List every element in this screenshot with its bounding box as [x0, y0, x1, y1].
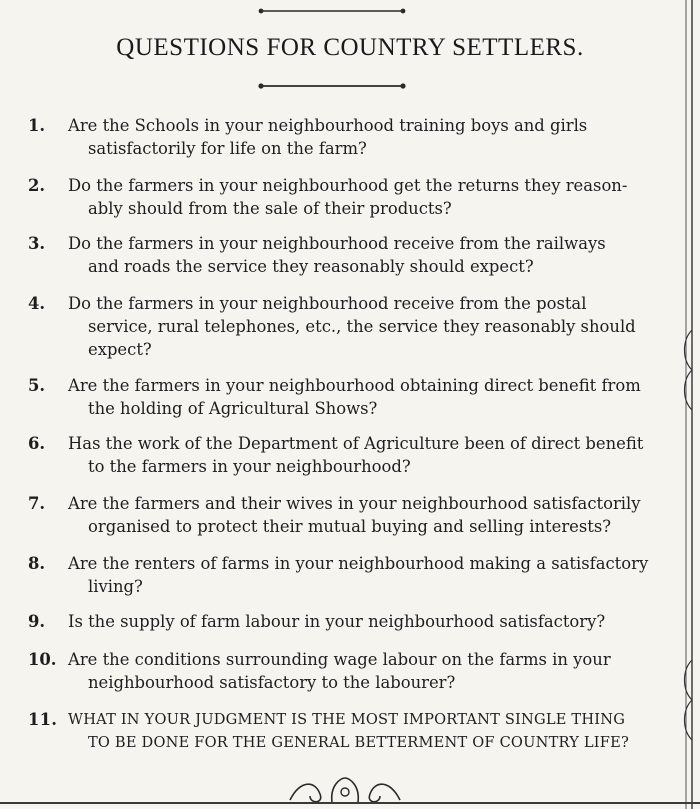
question-line: TO BE DONE FOR THE GENERAL BETTERMENT OF COUNTRY LIFE? [88, 734, 629, 751]
question-text [68, 292, 668, 361]
question-number: 6. [28, 434, 46, 453]
question-line: and roads the service they reasonably should expect? [88, 257, 534, 276]
question-line: ably should from the sale of their products? [88, 199, 452, 218]
question-item [28, 610, 668, 633]
question-line: organised to protect their mutual buying and selling interests? [88, 517, 612, 536]
question-text [68, 552, 668, 598]
question-text [68, 648, 668, 694]
question-number: 3. [28, 234, 46, 253]
question-line: Are the farmers in your neighbourhood obtaining direct benefit from [68, 376, 641, 395]
question-line: to the farmers in your neighbourhood? [88, 457, 411, 476]
question-line: living? [88, 577, 143, 596]
question-text [68, 114, 668, 160]
question-line: the holding of Agricultural Shows? [88, 399, 378, 418]
question-number: 8. [28, 554, 46, 573]
question-text [68, 492, 668, 538]
question-number: 10. [28, 650, 57, 669]
question-item [28, 492, 668, 538]
question-line: Do the farmers in your neighbourhood receive from the railways [68, 234, 606, 253]
question-line: neighbourhood satisfactory to the labourer? [88, 673, 456, 692]
question-number: 4. [28, 294, 46, 313]
bottom-border-line [0, 802, 700, 804]
question-text [68, 708, 668, 754]
question-line: Are the conditions surrounding wage labour on the farms in your [68, 650, 611, 669]
question-line: service, rural telephones, etc., the service they reasonably should [88, 317, 636, 336]
question-line: expect? [88, 340, 152, 359]
question-line: Has the work of the Department of Agriculture been of direct benefit [68, 434, 644, 453]
question-number: 5. [28, 376, 46, 395]
question-line: satisfactorily for life on the farm? [88, 139, 367, 158]
right-border-decoration [676, 0, 700, 809]
question-text [68, 374, 668, 420]
question-line: Are the renters of farms in your neighbourhood making a satisfactory [68, 554, 649, 573]
question-text [68, 232, 668, 278]
question-item [28, 114, 668, 160]
title-underline-rule [258, 80, 406, 92]
question-line: Are the Schools in your neighbourhood training boys and girls [68, 116, 588, 135]
question-line: Do the farmers in your neighbourhood receive from the postal [68, 294, 587, 313]
page-title: QUESTIONS FOR COUNTRY SETTLERS. [116, 34, 584, 61]
question-item [28, 552, 668, 598]
question-item [28, 708, 668, 754]
question-item [28, 174, 668, 220]
question-number: 11. [28, 710, 58, 729]
question-number: 1. [28, 116, 46, 135]
question-line: Is the supply of farm labour in your neighbourhood satisfactory? [68, 612, 606, 631]
question-line: WHAT IN YOUR JUDGMENT IS THE MOST IMPORTANT SINGLE THING [68, 711, 626, 728]
question-number: 7. [28, 494, 46, 513]
question-line: Do the farmers in your neighbourhood get the returns they reason- [68, 176, 628, 195]
question-text [68, 610, 668, 633]
floral-ornament [280, 770, 410, 806]
question-item [28, 374, 668, 420]
question-item [28, 648, 668, 694]
question-item [28, 232, 668, 278]
question-item [28, 432, 668, 478]
question-text [68, 174, 668, 220]
question-item [28, 292, 668, 361]
top-decorative-rule [258, 6, 406, 16]
question-text [68, 432, 668, 478]
question-number: 2. [28, 176, 46, 195]
question-line: Are the farmers and their wives in your neighbourhood satisfactorily [68, 494, 641, 513]
question-number: 9. [28, 612, 46, 631]
